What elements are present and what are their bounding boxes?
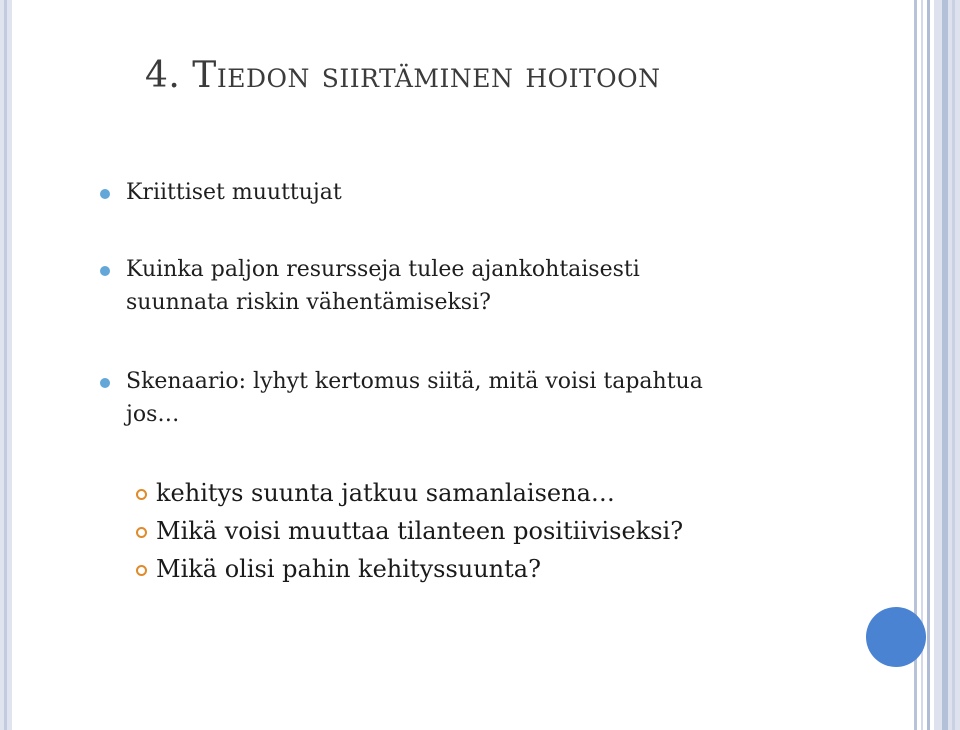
title-number: 4. [145,55,193,96]
bullet-text: Kuinka paljon resursseja tulee ajankohtaisesti [126,257,640,282]
decorative-circle [866,607,926,667]
title-first-letter: T [192,55,217,96]
bullet-icon [100,266,110,276]
sub-bullet-icon [136,489,147,500]
slide-title [145,56,661,96]
bullet-text: Skenaario: lyhyt kertomus siitä, mitä voisi tapahtua [126,369,703,394]
sub-bullet-icon [136,527,147,538]
left-border-decoration [0,0,12,730]
bullet-text-continuation: suunnata riskin vähentämiseksi? [126,290,491,315]
sub-bullet-text: Mikä olisi pahin kehityssuunta? [156,555,541,583]
right-stripe [952,0,955,730]
title-rest: iedon siirtäminen hoitoon [216,55,661,96]
sub-bullet-text: Mikä voisi muuttaa tilanteen positiiviseksi? [156,517,684,545]
bullet-icon [100,189,110,199]
sub-bullet-text: kehitys suunta jatkuu samanlaisena… [156,479,615,507]
bullet-icon [100,378,110,388]
bullet-text: Kriittiset muuttujat [126,180,342,205]
right-stripe [942,0,948,730]
right-stripe [927,0,930,730]
sub-bullet-icon [136,565,147,576]
bullet-text-continuation: jos… [126,402,180,427]
